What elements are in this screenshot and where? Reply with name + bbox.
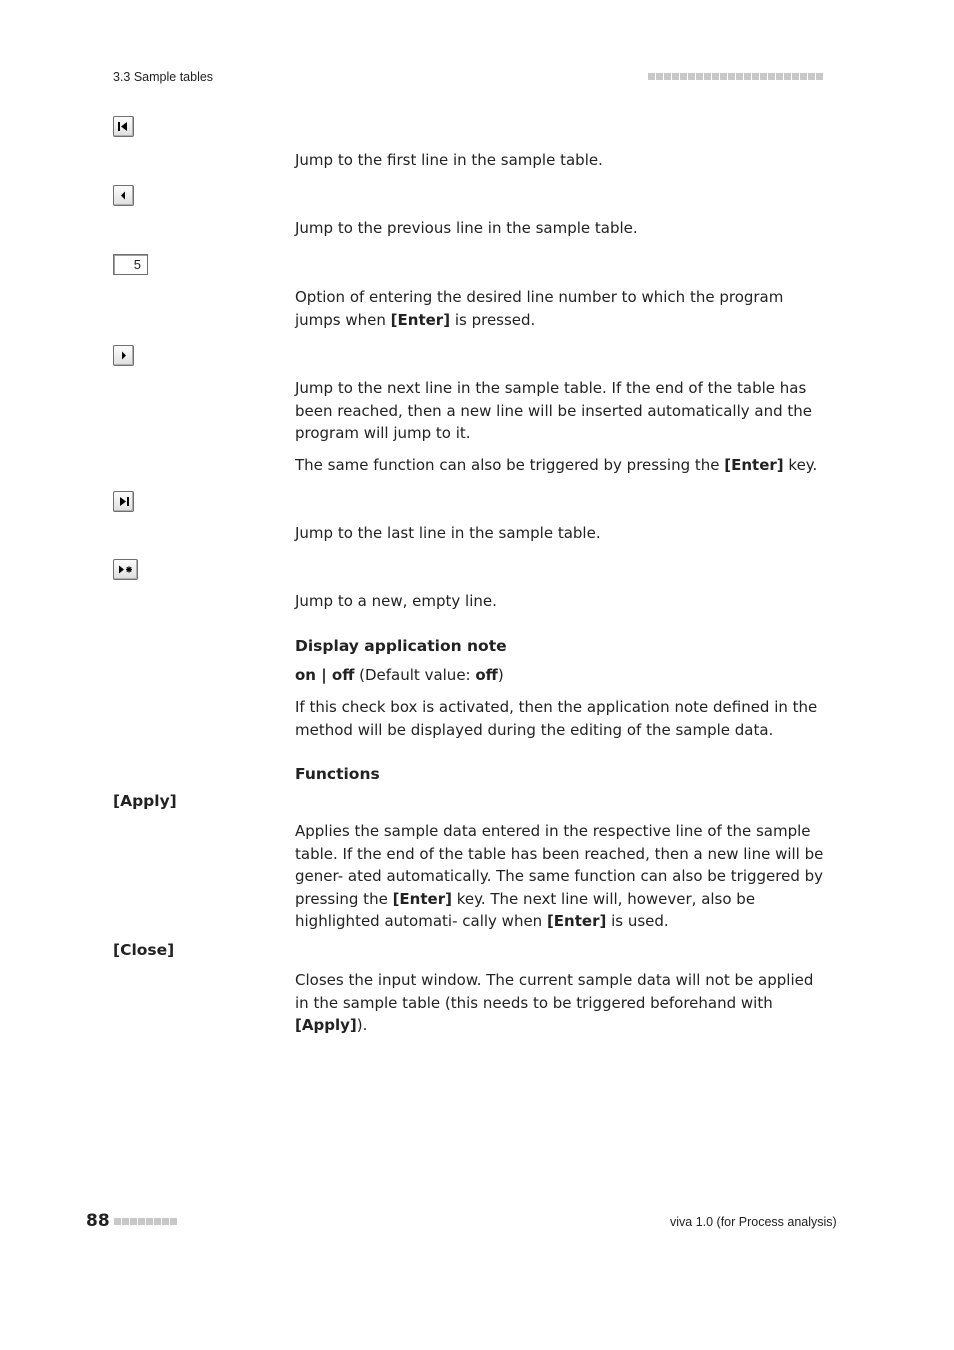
next-line-icon bbox=[118, 350, 129, 361]
application-note-heading: Display application note bbox=[295, 637, 507, 655]
footer-decoration bbox=[114, 1218, 177, 1225]
line-number-text: Option of entering the desired line number to which the program jumps when bbox=[295, 288, 784, 329]
close-text-1: Closes the input window. The current sample data will not be applied in the sample table (this needs to be triggered beforehand with bbox=[295, 971, 814, 1012]
previous-line-description: Jump to the previous line in the sample table. bbox=[295, 219, 638, 237]
next-line-text2-end: key. bbox=[783, 456, 818, 474]
apply-text-1: Applies the sample data entered in the respective line of the sample table. If the end of the table has been reached, then a new line will be gener- ated automatically. The same function can also be triggered by pressing the bbox=[295, 822, 824, 908]
header-decoration bbox=[648, 73, 823, 80]
page-number: 88 bbox=[86, 1211, 110, 1231]
enter-key-label: [Enter] bbox=[546, 912, 607, 930]
line-number-text-end: is pressed. bbox=[450, 310, 536, 329]
product-name: viva 1.0 (for Process analysis) bbox=[670, 1215, 837, 1229]
enter-key-label: [Enter] bbox=[390, 310, 451, 329]
last-line-icon bbox=[117, 496, 130, 507]
default-value: off bbox=[475, 666, 498, 684]
apply-text-2: key. The next line will, however, also be highlighted automati- cally when bbox=[295, 889, 756, 930]
default-suffix: ) bbox=[497, 666, 504, 684]
last-line-button[interactable] bbox=[113, 491, 134, 512]
next-line-text2: The same function can also be triggered by pressing the bbox=[295, 456, 725, 474]
default-prefix: (Default value: bbox=[354, 666, 476, 684]
first-line-icon bbox=[117, 121, 130, 132]
next-line-description bbox=[295, 377, 830, 477]
apply-text-3: is used. bbox=[606, 912, 669, 930]
new-line-description: Jump to a new, empty line. bbox=[295, 592, 497, 610]
line-number-description bbox=[295, 286, 830, 331]
functions-heading: Functions bbox=[295, 765, 380, 783]
next-line-button[interactable] bbox=[113, 345, 134, 366]
enter-key-label: [Enter] bbox=[392, 889, 452, 908]
close-label: [Close] bbox=[113, 941, 175, 959]
new-line-button[interactable] bbox=[113, 559, 138, 580]
enter-key-label: [Enter] bbox=[724, 456, 784, 474]
application-note-description: If this check box is activated, then the application note defined in the method will be displayed during the editing of the sample data. bbox=[295, 698, 818, 739]
apply-label: [Apply] bbox=[113, 792, 177, 810]
previous-line-button[interactable] bbox=[113, 185, 134, 206]
last-line-description: Jump to the last line in the sample table. bbox=[295, 524, 601, 542]
next-line-text: Jump to the next line in the sample table. If the end of the table has been reached, then a new line will be inserted automatically and the program will jump to it. bbox=[295, 379, 812, 442]
first-line-button[interactable] bbox=[113, 116, 134, 137]
apply-description bbox=[295, 820, 830, 933]
new-line-icon bbox=[117, 564, 134, 575]
previous-line-icon bbox=[118, 190, 129, 201]
first-line-description: Jump to the first line in the sample table. bbox=[295, 151, 603, 169]
running-header: 3.3 Sample tables bbox=[113, 70, 214, 84]
close-description bbox=[295, 969, 830, 1037]
application-note-options: on | off bbox=[295, 666, 355, 684]
apply-key-label: [Apply] bbox=[295, 1016, 357, 1034]
application-note-values bbox=[295, 664, 830, 687]
close-text-2: ). bbox=[356, 1016, 368, 1034]
line-number-input[interactable]: 5 bbox=[113, 254, 148, 275]
